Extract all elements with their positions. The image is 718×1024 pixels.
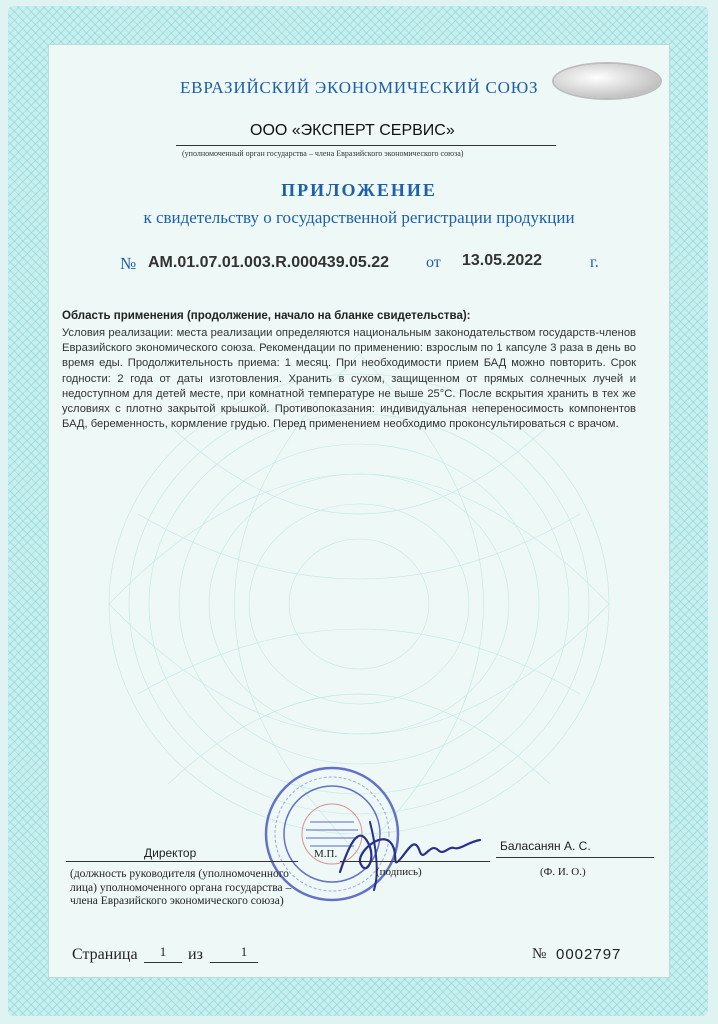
signature-line (340, 861, 490, 862)
page-total-line (210, 962, 258, 963)
organization-underline (176, 145, 556, 146)
certificate-date: 13.05.2022 (462, 252, 543, 269)
name-line (496, 857, 654, 858)
page-label: Страница (72, 946, 138, 963)
document-heading: ПРИЛОЖЕНИЕ (281, 180, 437, 200)
page-total: 1 (240, 944, 248, 959)
date-from-label: от (426, 254, 441, 271)
page-of-label: из (188, 946, 203, 963)
role-caption: (должность руководителя (уполномоченного лица) уполномоченного органа государства – члена Евразийского экономического союза) (70, 868, 292, 907)
page-number-line (144, 962, 182, 963)
scope-title: Область применения (продолжение, начало на бланке свидетельства): (62, 310, 471, 322)
organization-name: ООО «ЭКСПЕРТ СЕРВИС» (250, 122, 455, 139)
serial-sign: № (532, 946, 547, 962)
union-title: ЕВРАЗИЙСКИЙ ЭКОНОМИЧЕСКИЙ СОЮЗ (180, 78, 539, 97)
fio-caption: (Ф. И. О.) (540, 866, 586, 878)
handwritten-signature (330, 802, 490, 892)
hologram-seal (554, 64, 660, 98)
scope-body-text: Условия реализации: места реализации определяются национальным законодательством государств-членов Евразийского экономического союза. Рекомендации по применению: взрослым по 1 капсуле 3 раза в день во время еды. Продолжительность приема: 1 месяц. При необходимости прием БАД можно повторить. Срок годности: 2 года от даты изготовления. Хранить в сухом, защищенном от прямых солнечных лучей и недоступном для детей месте, при комнатной температуре не выше 25°С. После вскрытия хранить в тех же условиях с плотно закрытой крышкой. Противопоказания: индивидуальная непереносимость компонентов БАД, беременность, кормление грудью. Перед применением необходимо проконсультироваться с врачом. (62, 327, 636, 431)
number-sign: № (120, 254, 137, 273)
stamp-place-label: М.П. (314, 848, 338, 860)
document-subheading: к свидетельству о государственной регистрации продукции (143, 208, 575, 227)
position-line (66, 861, 298, 862)
year-suffix: г. (590, 254, 599, 271)
signatory-name: Баласанян А. С. (500, 839, 591, 853)
page-number: 1 (159, 944, 167, 959)
signatory-position: Директор (144, 846, 197, 860)
organization-note: (уполномоченный орган государства – члена Евразийского экономического союза) (182, 149, 464, 158)
certificate-number: AM.01.07.01.003.R.000439.05.22 (148, 254, 390, 271)
signature-caption: (подпись) (376, 866, 422, 878)
serial-number: 0002797 (556, 946, 622, 963)
